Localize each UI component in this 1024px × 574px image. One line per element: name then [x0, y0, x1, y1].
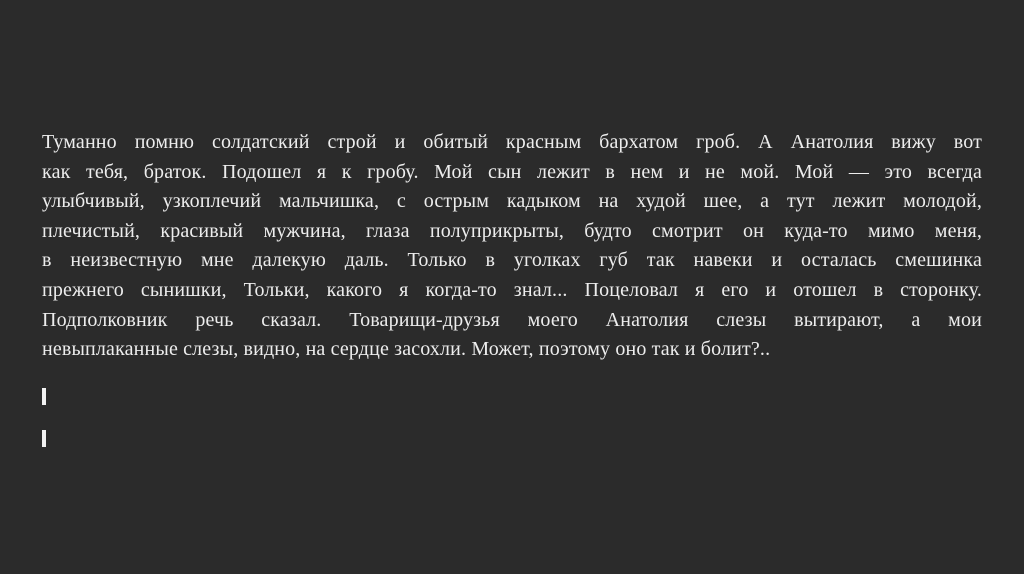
body-text	[42, 128, 982, 365]
text-line-4: плечистый, красивый мужчина, глаза полуприкрыты, будто смотрит он куда-то мимо меня,	[42, 219, 982, 242]
text-line-6: прежнего сынишки, Тольки, какого я когда-то знал... Поцеловал я его и отошел в сторонку.	[42, 278, 982, 301]
text-cursor-marker	[42, 388, 46, 405]
text-line-1: Туманно помню солдатский строй и обитый красным бархатом гроб. А Анатолия вижу вот	[42, 131, 982, 153]
text-line-7: Подполковник речь сказал. Товарищи-друзья моего Анатолия слезы вытирают, а мои	[42, 308, 982, 331]
text-line-8: невыплаканные слезы, видно, на сердце засохли. Может, поэтому оно так и болит?..	[42, 338, 771, 361]
text-line-3: улыбчивый, узкоплечий мальчишка, с острым кадыком на худой шее, а тут лежит молодой,	[42, 190, 982, 213]
text-line-2: как тебя, браток. Подошел я к гробу. Мой сын лежит в нем и не мой. Мой — это всегда	[42, 160, 982, 183]
text-line-5: в неизвестную мне далекую даль. Только в уголках губ так навеки и осталась смешинка	[42, 249, 982, 272]
text-cursor-marker	[42, 430, 46, 447]
